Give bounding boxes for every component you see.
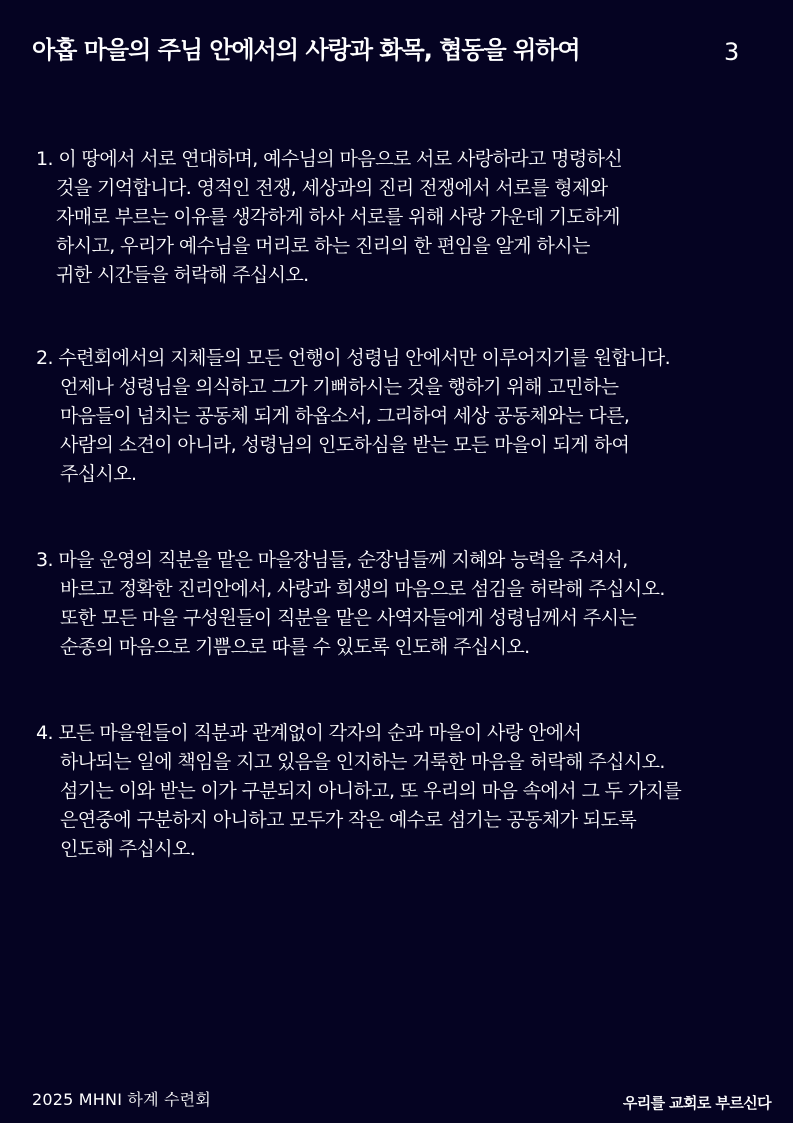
prayer-line: 하시고, 우리가 예수님을 머리로 하는 진리의 한 편임을 알게 하시는 xyxy=(56,235,590,257)
prayer-line: 3. 마을 운영의 직분을 맡은 마을장님들, 순장님들께 지혜와 능력을 주셔서, xyxy=(36,549,628,571)
prayer-line: 바르고 정확한 진리안에서, 사랑과 희생의 마음으로 섬김을 허락해 주십시오. xyxy=(60,578,665,600)
prayer-line: 섬기는 이와 받는 이가 구분되지 아니하고, 또 우리의 마음 속에서 그 두 가지를 xyxy=(60,780,682,802)
prayer-line: 순종의 마음으로 기쁨으로 따를 수 있도록 인도해 주십시오. xyxy=(60,636,530,658)
prayer-line: 인도해 주십시오. xyxy=(60,838,196,860)
prayer-item-3 xyxy=(36,546,665,662)
prayer-line: 언제나 성령님을 의식하고 그가 기뻐하시는 것을 행하기 위해 고민하는 xyxy=(60,376,619,398)
footer-slogan: 우리를 교회로 부르신다 xyxy=(622,1094,771,1112)
prayer-line: 은연중에 구분하지 아니하고 모두가 작은 예수로 섬기는 공동체가 되도록 xyxy=(60,809,637,831)
prayer-line: 또한 모든 마을 구성원들이 직분을 맡은 사역자들에게 성령님께서 주시는 xyxy=(60,607,637,629)
prayer-line: 주십시오. xyxy=(60,463,137,485)
page-number: 3 xyxy=(724,38,740,66)
footer-event-label: 2025 MHNI 하계 수련회 xyxy=(32,1090,211,1109)
prayer-line: 1. 이 땅에서 서로 연대하며, 예수님의 마음으로 서로 사랑하라고 명령하신 xyxy=(36,148,623,170)
prayer-line: 사람의 소견이 아니라, 성령님의 인도하심을 받는 모든 마을이 되게 하여 xyxy=(60,434,630,456)
prayer-line: 마음들이 넘치는 공동체 되게 하옵소서, 그리하여 세상 공동체와는 다른, xyxy=(60,405,630,427)
prayer-item-4 xyxy=(36,719,681,864)
prayer-line: 2. 수련회에서의 지체들의 모든 언행이 성령님 안에서만 이루어지기를 원합니다. xyxy=(36,347,671,369)
prayer-item-1 xyxy=(36,145,622,290)
prayer-line: 하나되는 일에 책임을 지고 있음을 인지하는 거룩한 마음을 허락해 주십시오. xyxy=(60,751,665,773)
page-title: 아홉 마을의 주님 안에서의 사랑과 화목, 협동을 위하여 xyxy=(32,36,580,64)
prayer-line: 자매로 부르는 이유를 생각하게 하사 서로를 위해 사랑 가운데 기도하게 xyxy=(56,206,620,228)
prayer-line: 4. 모든 마을원들이 직분과 관계없이 각자의 순과 마을이 사랑 안에서 xyxy=(36,722,582,744)
prayer-line: 귀한 시간들을 허락해 주십시오. xyxy=(56,264,309,286)
prayer-item-2 xyxy=(36,344,670,489)
prayer-line: 것을 기억합니다. 영적인 전쟁, 세상과의 진리 전쟁에서 서로를 형제와 xyxy=(56,177,608,199)
